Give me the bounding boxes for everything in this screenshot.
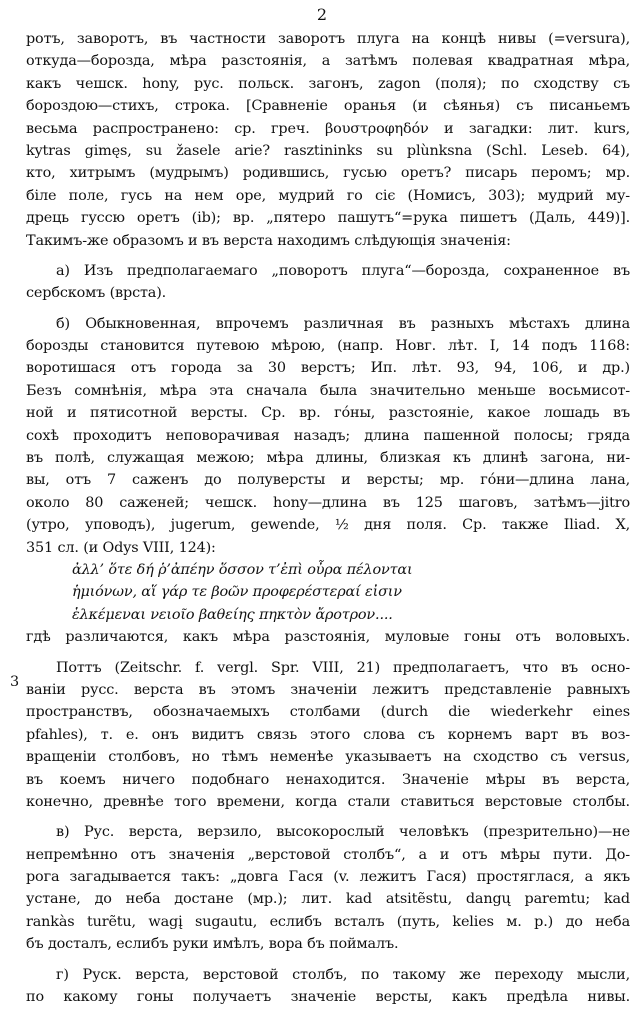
text-line: гдѣ различаются, какъ мѣра разстоянія, муловые гоны отъ воловыхъ.	[26, 629, 630, 646]
text-line: весьма распространено: ср. греч. βουστροφηδόν и загадки: лит. kurs,	[26, 120, 630, 137]
text-line: kytras gimęs, su žasele arie? rasztininks su plùnksna (Schl. Leseb. 64),	[26, 142, 630, 159]
text-line: какъ чешск. hony, рус. польск. загонъ, zagon (поля); по сходству съ	[26, 75, 630, 92]
text-line: откуда—борозда, мѣра разстоянія, а затѣмъ полевая квадратная мѣра,	[26, 53, 630, 70]
text-line: ротъ, заворотъ, въ частности заворотъ плуга на концѣ нивы (=versura),	[26, 31, 630, 47]
text-line: бъ досталъ, еслибъ руки имѣлъ, вора бъ поймалъ.	[26, 936, 399, 953]
text-line: борозды становится путевою мѣрою, (напр. Новг. лѣт. I, 14 подъ 1168:	[26, 338, 630, 355]
page-number: 2	[316, 5, 328, 24]
greek-quote-line: ἀλλ’ ὅτε δή ῥ’ἀπέην ὅσσον τ’ἐπὶ οὖρα πέλονται	[72, 561, 413, 578]
text-line: Поттъ (Zeitschr. f. vergl. Spr. VIII, 21) предполагаетъ, что въ осно-	[56, 659, 630, 676]
text-line: бороздою—стихъ, строка. [Сравненіе оранья (и сѣянья) съ писаньемъ	[26, 98, 630, 115]
text-line: дрець гуссю оретъ (ib); вр. „пятеро пашутъ“=рука пишетъ (Даль, 449)].	[26, 210, 630, 227]
text-line: рога загадывается такъ: „довга Гася (v. лежитъ Гася) простяглася, а якъ	[26, 869, 630, 886]
greek-quote-line: ἑλκέμεναι νειοῖο βαθείης πηκτὸν ἄροτρον....	[72, 606, 393, 623]
body-text	[26, 28, 630, 1008]
text-line: устане, до неба достане (мр.); лит. kad atsitẽstu, dangų paremtu; kad	[26, 891, 630, 908]
text-line: непремѣнно отъ значенія „верстовой столбъ“, а и отъ мѣры пути. До-	[26, 846, 630, 863]
paragraph-gap	[26, 813, 630, 821]
text-line: сербскомъ (врста).	[26, 285, 167, 302]
paragraph-gap	[26, 305, 630, 313]
margin-section-number: 3	[10, 674, 20, 690]
text-line: б) Обыкновенная, впрочемъ различная въ разныхъ мѣстахъ длина	[56, 315, 630, 332]
text-line: пространствъ, обозначаемыхъ столбами (durch die wiederkehr eines	[26, 704, 630, 721]
greek-quote-line: ἡμιόνων, αἵ γάρ τε βοῶν προφερέστεραί εἰσιν	[72, 584, 402, 601]
text-line: а) Изъ предполагаемаго „поворотъ плуга“—борозда, сохраненное въ	[56, 262, 630, 279]
text-line: rankàs turẽtu, wagį sugautu, еслибъ всталъ (путь, kelies м. р.) до неба	[26, 913, 630, 930]
text-line: 351 сл. (и Odys VIII, 124):	[26, 539, 216, 556]
text-line: ваніи русс. верста въ этомъ значеніи лежитъ представленіе равныхъ	[26, 681, 630, 698]
text-line: в) Рус. верста, верзило, высокорослый человѣкъ (презрительно)—не	[56, 824, 630, 841]
text-line: pfahles), т. е. онъ видитъ связь этого слова съ корнемъ варт въ воз-	[26, 726, 630, 743]
text-line: сохѣ проходитъ неповорачивая назадъ; длина пашенной полосы; гряда	[26, 427, 630, 444]
text-line: въ коемъ ничего подобнаго ненаходится. Значеніе мѣры въ верста,	[26, 771, 630, 788]
text-line: кто, хитрымъ (мудрымъ) родившись, гусью оретъ? писарь перомъ; мр.	[26, 165, 630, 182]
text-line: воротишася отъ города за 30 верстъ; Ип. лѣт. 93, 94, 106, и др.)	[26, 360, 630, 377]
text-line: въ полѣ, служащая межою; мѣра длины, близкая къ длинѣ загона, ни-	[26, 450, 630, 467]
text-line: вы, отъ 7 саженъ до полуверсты и версты; мр. гóни—длина лана,	[26, 472, 630, 489]
text-line: конечно, древнѣе того времени, когда стали ставиться верстовые столбы.	[26, 793, 630, 810]
text-line: (утро, уповодъ), jugerum, gewende, ½ дня поля. Ср. также Iliad. X,	[26, 517, 630, 534]
text-line: вращеніи столбовъ, но тѣмъ неменѣе указываетъ на сходство съ versus,	[26, 749, 630, 766]
text-line: Такимъ-же образомъ и въ верста находимъ слѣдующія значенія:	[26, 232, 511, 249]
paragraph-gap	[26, 956, 630, 964]
text-line: ной и пятисотной версты. Ср. вр. гóны, разстояніе, какое лошадь въ	[26, 405, 630, 422]
text-line: г) Руск. верста, верстовой столбъ, по такому же переходу мысли,	[56, 966, 630, 983]
paragraph-gap	[26, 252, 630, 260]
text-line: Безъ сомнѣнія, мѣра эта сначала была значительно меньше восьмисот-	[26, 382, 630, 399]
paragraph-gap	[26, 649, 630, 657]
text-line: біле поле, гусь на нем оре, мудрий го сіє (Номисъ, 303); мудрий му-	[26, 187, 630, 204]
text-line: около 80 саженей; чешск. hony—длина въ 125 шаговъ, затѣмъ—jitro	[26, 494, 630, 511]
text-line: по какому гоны получаетъ значеніе версты, какъ предѣла нивы.	[26, 989, 630, 1006]
